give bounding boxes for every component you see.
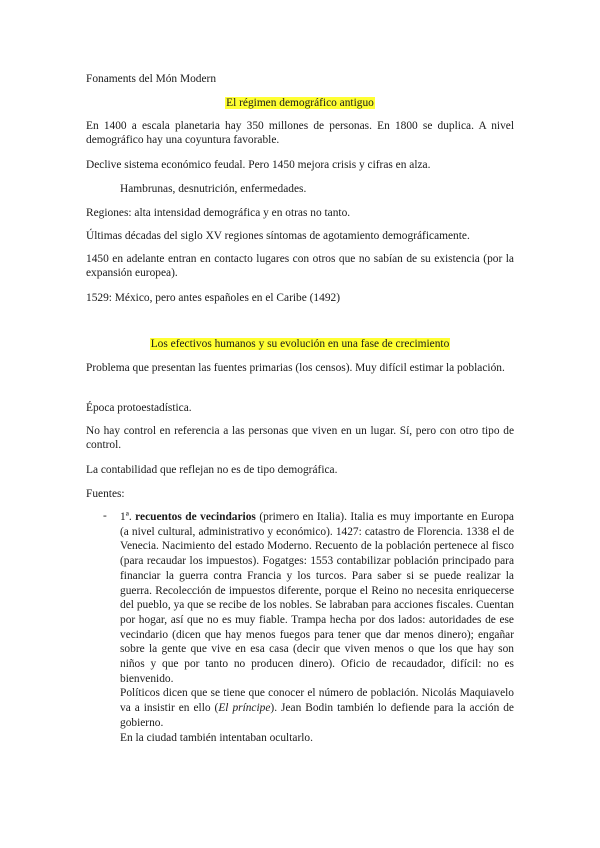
paragraph: 1529: México, pero antes españoles en el Caribe (1492): [86, 292, 340, 304]
document-title: Fonaments del Món Modern: [86, 73, 217, 85]
paragraph: Época protoestadística.: [86, 402, 192, 414]
paragraph: Últimas décadas del siglo XV regiones síntomas de agotamiento demográficamente.: [86, 230, 470, 242]
bullet-ordinal: 1ª.: [120, 511, 132, 523]
section2-heading-text: Los efectivos humanos y su evolución en una fase de crecimiento: [150, 338, 450, 350]
bullet-text: (primero en Italia). Italia es muy importante en Europa (a nivel cultural, administrativo y económico). 1427: catastro de Florencia. 1338 el de Venecia. Nacimiento del estado Moderno. Recuento de la población pertenece al fisco (para recaudar los impuestos). Fogatges: 1553 contabilizar población principado para financiar la guerra contra Francia y los turcos. Para saber si se puede realizar la guerra. Recolección de impuestos diferente, porque el Reino no necesita enriquecerse del pueblo, ya que se recibe de los nobles. Se labraban para acciones fiscales. Cuentan por hogar, así que no es muy fiable. Trampa hecha por dos lados: autoridades de ese vecindario (dicen que hay menos fuegos para tener que dar menos dinero); engañar sobre la gente que vive en esa casa (decir que viven menos o que los que hay son niños y que por tanto no producen dinero). Oficio de recaudador, difícil: no es bienvenido.: [120, 511, 514, 685]
paragraph: En 1400 a escala planetaria hay 350 millones de personas. En 1800 se duplica. A nivel demográfico hay una coyuntura favorable.: [86, 120, 514, 146]
list-bullet-marker: -: [103, 510, 107, 522]
bullet-paragraph: [120, 510, 514, 686]
bullet-paragraph: En la ciudad también intentaban ocultarlo.: [120, 731, 313, 744]
paragraph: 1450 en adelante entran en contacto lugares con otros que no sabían de su existencia (por la expansión europea).: [86, 253, 514, 279]
bullet-term: recuentos de vecindarios: [135, 511, 256, 523]
paragraph: Problema que presentan las fuentes primarias (los censos). Muy difícil estimar la población.: [86, 362, 505, 374]
indented-paragraph: Hambrunas, desnutrición, enfermedades.: [120, 183, 307, 195]
section1-heading: [0, 96, 600, 110]
bullet-text: ). Jean Bodin también lo defiende para la acción de gobierno.: [120, 702, 514, 729]
bullet-text: Políticos dicen que se tiene que conocer el número de población. Nicolás Maquiavelo va a insistir en ello (: [120, 687, 514, 715]
section2-heading: [0, 337, 600, 351]
section1-heading-text: El régimen demográfico antiguo: [226, 97, 374, 109]
paragraph: No hay control en referencia a las personas que viven en un lugar. Sí, pero con otro tipo de control.: [86, 425, 514, 451]
book-title: El príncipe: [218, 702, 271, 715]
paragraph: Regiones: alta intensidad demográfica y en otras no tanto.: [86, 207, 351, 219]
paragraph: Fuentes:: [86, 488, 125, 500]
list-item: [120, 510, 514, 745]
bullet-paragraph: [120, 686, 514, 730]
paragraph: Declive sistema económico feudal. Pero 1450 mejora crisis y cifras en alza.: [86, 159, 431, 171]
paragraph: La contabilidad que reflejan no es de tipo demográfica.: [86, 464, 338, 476]
